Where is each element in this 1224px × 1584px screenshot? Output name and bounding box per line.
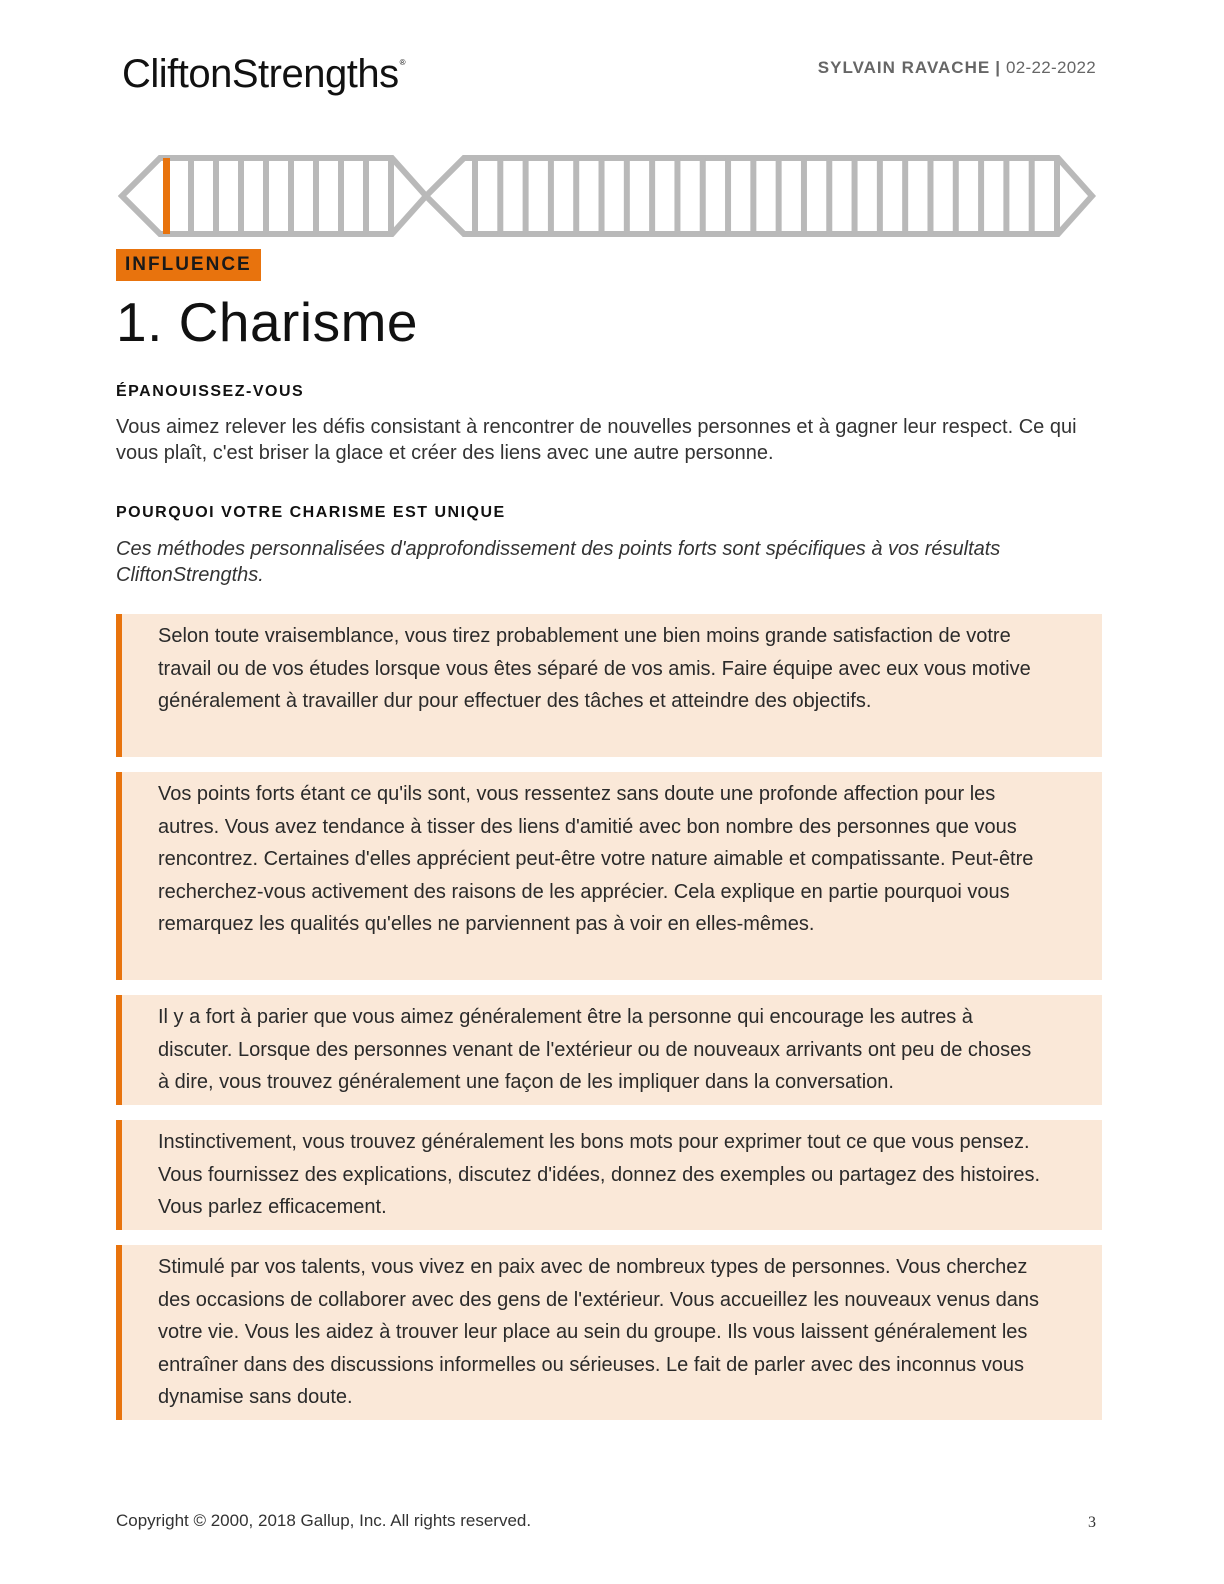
page-number: 3 <box>1088 1514 1096 1531</box>
rank-tick <box>472 158 478 234</box>
strength-rank-bar <box>118 152 1098 240</box>
thrive-text: Vous aimez relever les défis consistant à rencontrer de nouvelles personnes et à gagner leur respect. Ce qui vous plaît, c'est briser la glace et créer des liens avec une autre personne. <box>116 416 1077 464</box>
registered-mark: ® <box>399 58 405 67</box>
person-name: SYLVAIN RAVACHE <box>817 58 991 77</box>
rank-tick <box>238 158 244 234</box>
unique-heading: POURQUOI VOTRE CHARISME EST UNIQUE <box>116 504 506 521</box>
rank-tick <box>674 158 680 234</box>
rank-tick <box>649 158 655 234</box>
insight-text: Instinctivement, vous trouvez généralement les bons mots pour exprimer tout ce que vous pensez. Vous fournissez des explications, discutez d'idées, donnez des exemples ou partagez des histoires. Vous parlez efficacement. <box>158 1131 1041 1218</box>
insight-callout <box>116 614 1102 757</box>
rank-tick <box>213 158 219 234</box>
rank-tick <box>363 158 369 234</box>
rank-tick <box>188 158 194 234</box>
rank-tick <box>624 158 630 234</box>
insight-callout <box>116 995 1102 1105</box>
rank-tick <box>338 158 344 234</box>
domain-badge: INFLUENCE <box>116 249 261 281</box>
rank-tick <box>953 158 959 234</box>
rank-tick <box>573 158 579 234</box>
rank-tick <box>852 158 858 234</box>
rank-tick <box>1003 158 1009 234</box>
unique-intro: Ces méthodes personnalisées d'approfondissement des points forts sont spécifiques à vos résultats CliftonStrengths. <box>116 538 1001 586</box>
rank-tick-highlighted <box>163 158 170 234</box>
report-date: 02-22-2022 <box>1006 58 1096 77</box>
rank-tick <box>1054 158 1060 234</box>
rank-tick <box>700 158 706 234</box>
rank-tick <box>927 158 933 234</box>
insight-callout <box>116 1120 1102 1230</box>
rank-tick <box>497 158 503 234</box>
thrive-heading: ÉPANOUISSEZ-VOUS <box>116 383 305 400</box>
rank-tick <box>826 158 832 234</box>
rank-tick <box>877 158 883 234</box>
rank-tick <box>288 158 294 234</box>
insight-callout <box>116 1245 1102 1420</box>
rank-tick <box>750 158 756 234</box>
rank-tick <box>776 158 782 234</box>
rank-tick <box>313 158 319 234</box>
meta-separator: | <box>995 58 1001 77</box>
rank-tick <box>388 158 394 234</box>
rank-tick <box>1029 158 1035 234</box>
rank-tick <box>978 158 984 234</box>
rank-tick <box>523 158 529 234</box>
insight-text: Il y a fort à parier que vous aimez généralement être la personne qui encourage les autres à discuter. Lorsque des personnes venant de l'extérieur ou de nouveaux arrivants ont peu de choses à dire, vous trouvez généralement une façon de les impliquer dans la conversation. <box>158 1006 1032 1093</box>
rank-tick <box>599 158 605 234</box>
rank-tick <box>263 158 269 234</box>
rank-tick <box>725 158 731 234</box>
cliftonstrengths-logo <box>122 52 405 97</box>
insight-callout <box>116 772 1102 980</box>
rank-tick <box>902 158 908 234</box>
insight-text: Selon toute vraisemblance, vous tirez probablement une bien moins grande satisfaction de votre travail ou de vos études lorsque vous êtes séparé de vos amis. Faire équipe avec eux vous motive généralement à travailler dur pour effectuer des tâches et atteindre des objectifs. <box>158 625 1031 712</box>
rank-tick <box>801 158 807 234</box>
rank-tick <box>548 158 554 234</box>
logo-text: CliftonStrengths <box>122 52 399 96</box>
insight-text: Vos points forts étant ce qu'ils sont, vous ressentez sans doute une profonde affection pour les autres. Vous avez tendance à tisser des liens d'amitié avec bon nombre des personnes que vous rencontrez. Certaines d'elles apprécient peut-être votre nature aimable et compatissante. Peut-être recherchez-vous activement des raisons de les apprécier. Cela explique en partie pourquoi vous remarquez les qualités qu'elles ne parviennent pas à voir en elles-mêmes. <box>158 783 1034 935</box>
copyright: Copyright © 2000, 2018 Gallup, Inc. All rights reserved. <box>116 1511 532 1530</box>
report-meta <box>818 58 1096 78</box>
insight-text: Stimulé par vos talents, vous vivez en paix avec de nombreux types de personnes. Vous cherchez des occasions de collaborer avec des gens de l'extérieur. Vous accueillez les nouveaux venus dans votre vie. Vous les aidez à trouver leur place au sein du groupe. Ils vous laissent généralement les entraîner dans des discussions informelles ou sérieuses. Le fait de parler avec des inconnus vous dynamise sans doute. <box>158 1256 1040 1408</box>
theme-title: 1. Charisme <box>116 291 418 353</box>
